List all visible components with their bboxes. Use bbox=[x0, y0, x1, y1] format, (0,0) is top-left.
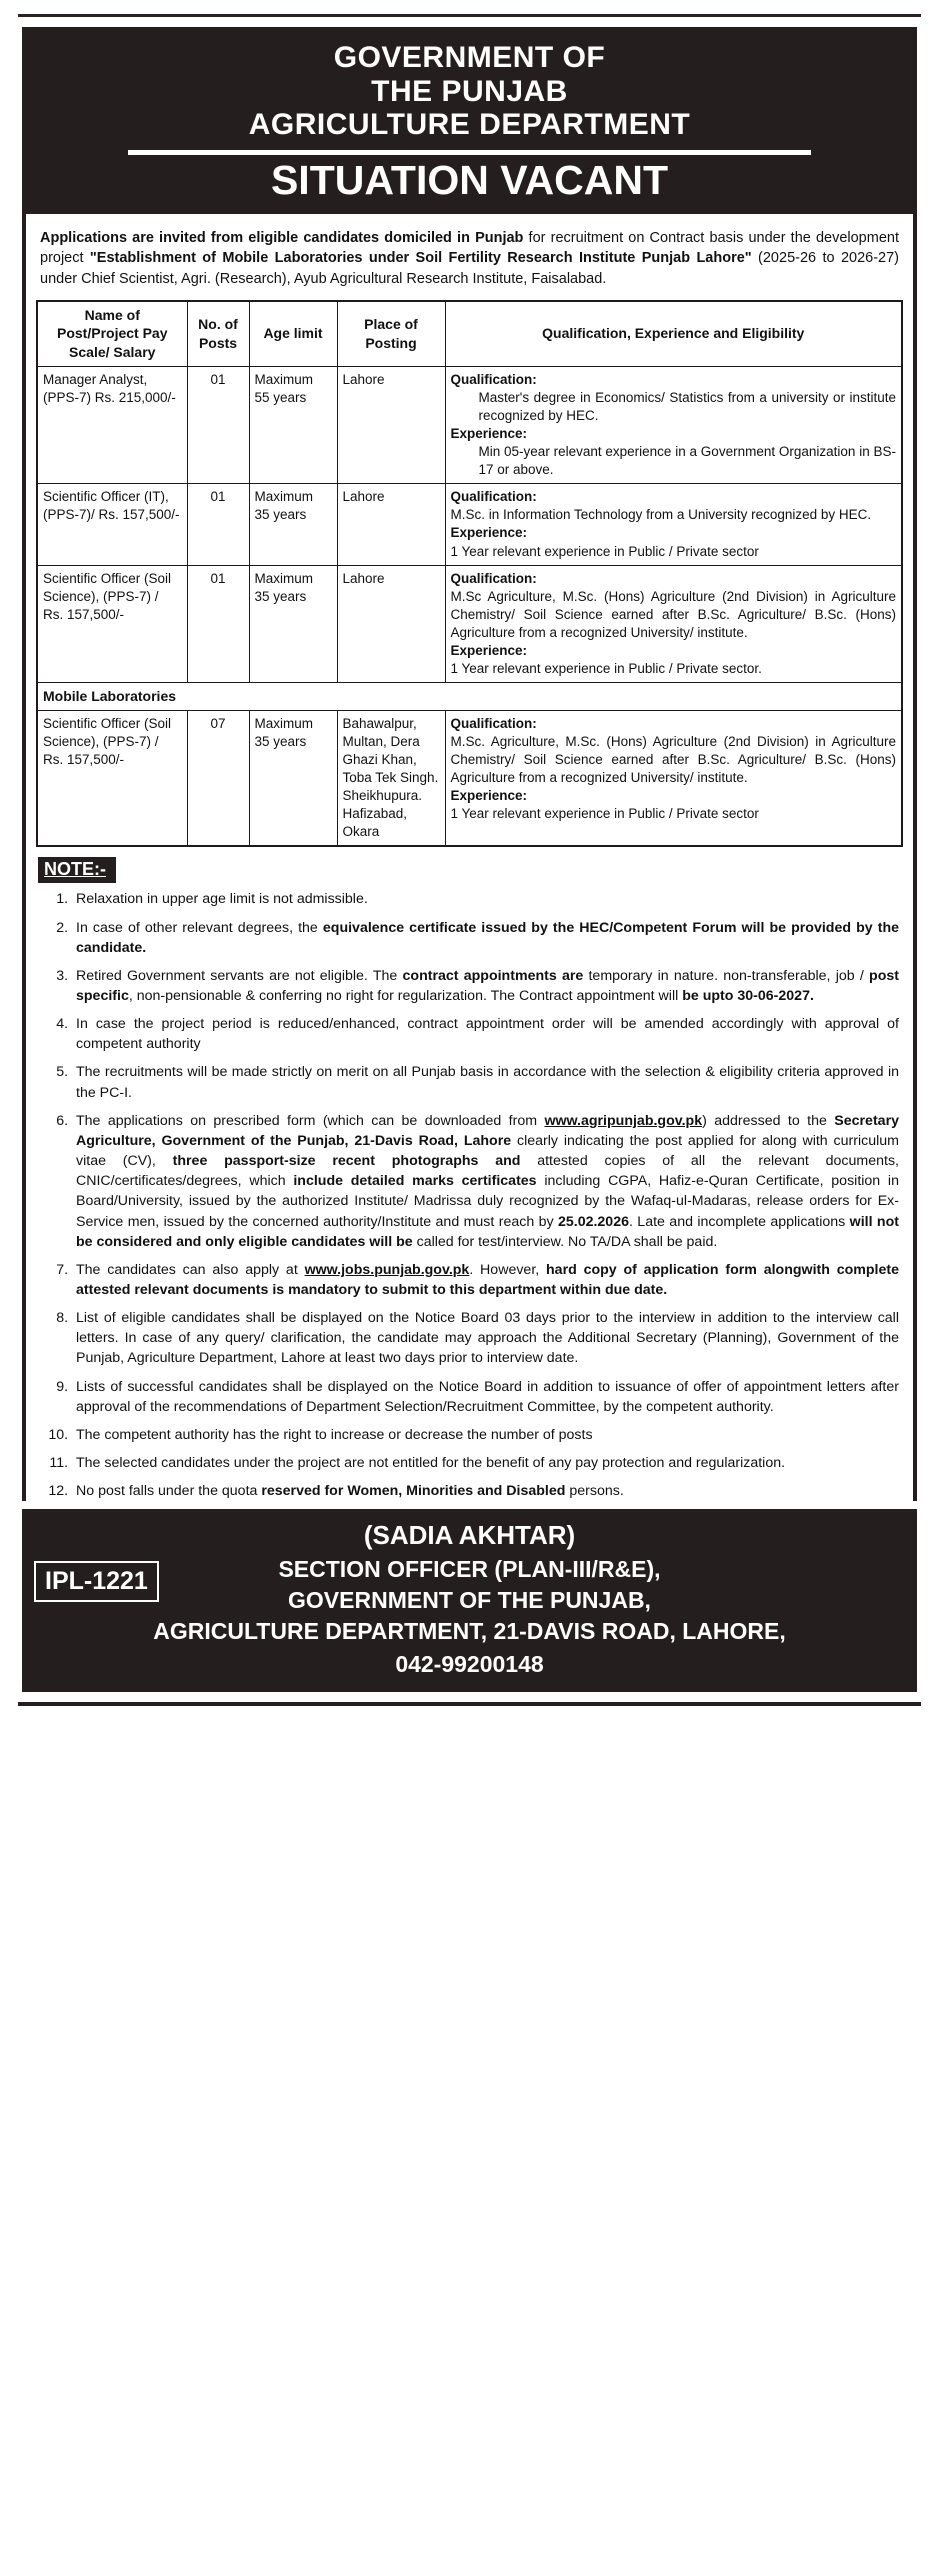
cell-age-limit: Maximum 35 years bbox=[249, 710, 337, 846]
note-3-text-d: post specific bbox=[76, 967, 899, 1004]
experience-text: 1 Year relevant experience in Public / Private sector bbox=[450, 806, 759, 822]
header-rule bbox=[128, 150, 811, 155]
note-item-9 bbox=[72, 1377, 899, 1417]
signatory-government: GOVERNMENT OF THE PUNJAB, bbox=[288, 1586, 651, 1613]
cell-place-of-posting: Lahore bbox=[337, 366, 445, 483]
cell-age-limit: Maximum 35 years bbox=[249, 484, 337, 565]
advertisement-body bbox=[22, 214, 917, 1502]
cell-no-of-posts: 07 bbox=[187, 710, 249, 846]
note-7-text-a: The candidates can also apply at bbox=[76, 1261, 305, 1278]
cell-no-of-posts: 01 bbox=[187, 484, 249, 565]
vacancies-table bbox=[36, 300, 903, 848]
cell-qualification bbox=[445, 484, 902, 565]
qualification-text: Master's degree in Economics/ Statistics from a university or institute recognized by HEC. bbox=[478, 389, 896, 423]
note-item-8 bbox=[72, 1308, 899, 1368]
cell-place-of-posting: Lahore bbox=[337, 484, 445, 565]
table-section-row bbox=[37, 683, 902, 711]
header-line-1: GOVERNMENT OF bbox=[333, 41, 606, 74]
experience-label: Experience: bbox=[450, 642, 528, 658]
header-line-2: THE PUNJAB bbox=[371, 74, 568, 108]
cell-post-name: Scientific Officer (Soil Science), (PPS-7) / Rs. 157,500/- bbox=[37, 565, 187, 682]
note-11-text: The selected candidates under the project are not entitled for the benefit of any pay protection and regularization. bbox=[76, 1455, 786, 1472]
note-10-text: The competent authority has the right to increase or decrease the number of posts bbox=[76, 1426, 593, 1443]
note-7-text-c: hard copy of application form alongwith complete attested relevant documents is mandatory to submit to this department within due date. bbox=[76, 1261, 900, 1299]
column-header-age-limit: Age limit bbox=[249, 301, 337, 367]
experience-text: 1 Year relevant experience in Public / Private sector. bbox=[450, 660, 762, 676]
note-2-text-a: In case of other relevant degrees, the bbox=[76, 919, 323, 936]
bottom-divider bbox=[18, 1702, 921, 1706]
experience-label: Experience: bbox=[450, 525, 528, 541]
experience-text: 1 Year relevant experience in Public / Private sector bbox=[450, 543, 759, 559]
top-divider bbox=[18, 14, 921, 17]
cell-age-limit: Maximum 35 years bbox=[249, 565, 337, 682]
intro-text-1: for recruitment on Contract basis under the development project bbox=[40, 229, 899, 267]
qualification-text: M.Sc. Agriculture, M.Sc. (Hons) Agriculture (2nd Division) in Agriculture Chemistry/ Soil Science earned after B.Sc. Agriculture/ B.Sc. (Hons) Agriculture from a recognized University/ institute. bbox=[450, 733, 896, 786]
column-header-place-of-posting: Place of Posting bbox=[337, 301, 445, 367]
qualification-label: Qualification: bbox=[450, 371, 537, 387]
qualification-text: M.Sc. in Information Technology from a University recognized by HEC. bbox=[450, 507, 872, 523]
note-3-text-b: contract appointments are bbox=[402, 967, 584, 984]
table-row bbox=[37, 484, 902, 565]
cell-qualification bbox=[445, 710, 902, 846]
header-line-3: AGRICULTURE DEPARTMENT bbox=[248, 108, 691, 142]
note-item-12 bbox=[72, 1481, 899, 1501]
signatory-name: (SADIA AKHTAR) bbox=[363, 1520, 576, 1551]
table-row bbox=[37, 565, 902, 682]
note-item-4 bbox=[72, 1014, 899, 1054]
note-6-text-a: The applications on prescribed form (which can be downloaded from bbox=[76, 1112, 545, 1129]
situation-vacant-title: SITUATION VACANT bbox=[270, 156, 669, 203]
note-item-11 bbox=[72, 1453, 899, 1473]
cell-qualification bbox=[445, 565, 902, 682]
note-3-text-f: be upto 30-06-2027. bbox=[682, 987, 814, 1004]
table-row bbox=[37, 366, 902, 483]
note-6-text-f: attested copies of all the relevant documents, CNIC/certificates/degrees, which bbox=[76, 1153, 899, 1190]
cell-place-of-posting: Bahawalpur, Multan, Dera Ghazi Khan, Toba Tek Singh. Sheikhupura. Hafizabad, Okara bbox=[337, 710, 445, 846]
experience-label: Experience: bbox=[450, 426, 528, 442]
intro-project-name: "Establishment of Mobile Laboratories under Soil Fertility Research Institute Punjab Lahore" bbox=[89, 250, 752, 267]
table-header-row bbox=[37, 301, 902, 367]
note-item-2 bbox=[72, 918, 899, 958]
table-body bbox=[37, 366, 902, 846]
intro-paragraph bbox=[40, 228, 899, 290]
cell-age-limit: Maximum 55 years bbox=[249, 366, 337, 483]
note-8-text: List of eligible candidates shall be displayed on the Notice Board 03 days prior to the interview in addition to the interview call letters. In case of any query/ clarification, the candidate may approach the Additional Secretary (Planning), Government of the Punjab, Agriculture Department, Lahore at least two days prior to interview date. bbox=[76, 1310, 899, 1367]
column-header-post-name: Name of Post/Project Pay Scale/ Salary bbox=[37, 301, 187, 367]
note-6-deadline-date: 25.02.2026 bbox=[557, 1213, 629, 1230]
note-1-text: Relaxation in upper age limit is not admissible. bbox=[76, 891, 368, 908]
cell-post-name: Scientific Officer (IT), (PPS-7)/ Rs. 157,500/- bbox=[37, 484, 187, 565]
note-item-5 bbox=[72, 1062, 899, 1102]
note-item-10 bbox=[72, 1425, 899, 1445]
note-heading bbox=[38, 857, 116, 883]
notes-list bbox=[38, 889, 899, 1501]
qualification-text: M.Sc Agriculture, M.Sc. (Hons) Agriculture (2nd Division) in Agriculture Chemistry/ Soil Science earned after B.Sc. Agriculture/ B.Sc. (Hons) Agriculture from a recognized University/ institute. bbox=[450, 588, 896, 640]
note-5-text: The recruitments will be made strictly on merit on all Punjab basis in accordance with the selection & eligibility criteria approved in the PC-I. bbox=[76, 1064, 899, 1101]
cell-no-of-posts: 01 bbox=[187, 366, 249, 483]
intro-bold-1: Applications are invited from eligible candidates domiciled in Punjab bbox=[40, 229, 524, 246]
note-3-text-e: , non-pensionable & conferring no right for regularization. The Contract appointment will bbox=[128, 987, 683, 1004]
note-7-text-b: . However, bbox=[469, 1261, 547, 1278]
cell-no-of-posts: 01 bbox=[187, 565, 249, 682]
qualification-label: Qualification: bbox=[450, 570, 537, 586]
footer-banner bbox=[22, 1509, 917, 1692]
note-3-text-a: Retired Government servants are not eligible. The bbox=[76, 967, 403, 984]
note-6-addressee: Secretary Agriculture, Government of the Punjab, 21-Davis Road, Lahore bbox=[76, 1112, 899, 1149]
signatory-designation: SECTION OFFICER (PLAN-III/R&E), bbox=[278, 1555, 661, 1582]
note-item-3 bbox=[72, 966, 899, 1006]
table-head bbox=[37, 301, 902, 367]
intro-text-2: (2025-26 to 2026-27) under Chief Scientist, Agri. (Research), Ayub Agricultural Research Institute, Faisalabad. bbox=[40, 250, 899, 287]
note-4-text: In case the project period is reduced/enhanced, contract appointment order will be amended accordingly with approval of competent authority bbox=[76, 1016, 899, 1053]
note-6-text-e: three passport-size recent photographs and bbox=[172, 1153, 521, 1170]
note-item-1 bbox=[72, 889, 899, 909]
table-row bbox=[37, 710, 902, 846]
note-12-text-c: persons. bbox=[565, 1483, 624, 1500]
note-heading-text: NOTE:- bbox=[44, 859, 106, 880]
note-3-text-c: temporary in nature. non-transferable, job / bbox=[583, 967, 870, 984]
note-6-text-k: will not be considered and only eligible candidates will be bbox=[76, 1213, 899, 1250]
signatory-address: AGRICULTURE DEPARTMENT, 21-DAVIS ROAD, LAHORE, bbox=[153, 1618, 786, 1645]
note-6-text-l: called for test/interview. No TA/DA shall be paid. bbox=[412, 1233, 718, 1250]
header-banner bbox=[22, 27, 917, 214]
note-6-text-b: ) addressed to the bbox=[702, 1112, 835, 1129]
note-6-text-d: clearly indicating the post applied for along with curriculum vitae (CV), bbox=[76, 1132, 899, 1170]
agripunjab-website-link[interactable]: www.agripunjab.gov.pk bbox=[544, 1112, 703, 1129]
cell-place-of-posting: Lahore bbox=[337, 565, 445, 682]
ipl-reference-badge: IPL-1221 bbox=[34, 1561, 159, 1602]
note-item-7 bbox=[72, 1260, 899, 1300]
contact-phone-number: 042-99200148 bbox=[395, 1651, 544, 1678]
note-6-text-g: include detailed marks certificates bbox=[293, 1173, 537, 1190]
cell-post-name: Manager Analyst, (PPS-7) Rs. 215,000/- bbox=[37, 366, 187, 483]
note-6-text-j: . Late and incomplete applications bbox=[628, 1213, 850, 1230]
experience-text: Min 05-year relevant experience in a Government Organization in BS-17 or above. bbox=[478, 444, 896, 478]
cell-qualification bbox=[445, 366, 902, 483]
note-2-text-b: equivalence certificate issued by the HEC/Competent Forum will be provided by the candidate. bbox=[76, 919, 899, 956]
column-header-qualification: Qualification, Experience and Eligibility bbox=[445, 301, 902, 367]
note-item-6 bbox=[72, 1111, 899, 1252]
cell-post-name: Scientific Officer (Soil Science), (PPS-7) / Rs. 157,500/- bbox=[37, 710, 187, 846]
note-6-text-h: including CGPA, Hafiz-e-Quran Certificate, position in Board/University, issued by the authorized Institute/ Madrissa duly recognized by the Wafaq-ul-Madaras, release orders for Ex-Service men, issued by the concerned authority/Institute and must reach by bbox=[76, 1173, 899, 1230]
note-9-text: Lists of successful candidates shall be displayed on the Notice Board in addition to issuance of offer of appointment letters after approval of the recommendations of Department Selection/Recruitment Committee, by the competent authority. bbox=[76, 1378, 899, 1415]
note-12-text-b: reserved for Women, Minorities and Disabled bbox=[261, 1483, 566, 1500]
qualification-label: Qualification: bbox=[450, 715, 537, 731]
section-label-mobile-laboratories: Mobile Laboratories bbox=[37, 683, 902, 711]
experience-label: Experience: bbox=[450, 788, 528, 804]
qualification-label: Qualification: bbox=[450, 489, 537, 505]
column-header-no-of-posts: No. of Posts bbox=[187, 301, 249, 367]
note-12-text-a: No post falls under the quota bbox=[76, 1483, 262, 1500]
jobs-punjab-website-link[interactable]: www.jobs.punjab.gov.pk bbox=[304, 1261, 470, 1278]
